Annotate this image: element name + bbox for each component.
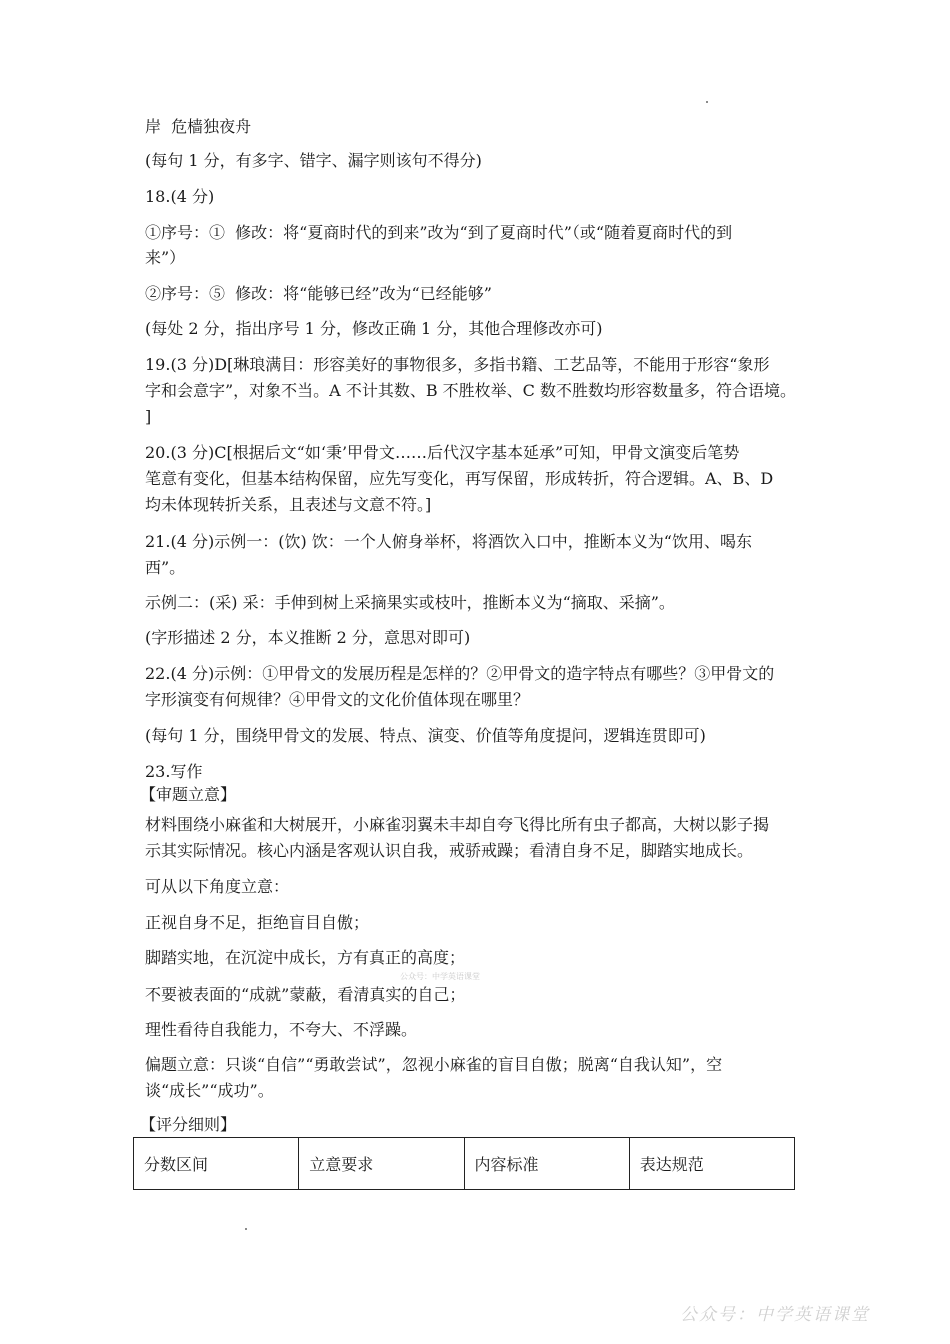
answer-18-item-2: ②序号：⑤ 修改：将“能够已经”改为“已经能够” [145,284,492,303]
scoring-note-22: (每句 1 分，围绕甲骨文的发展、特点、演变、价值等角度提问，逻辑连贯即可) [145,726,706,745]
scan-dot [706,101,708,103]
off-topic-line-1: 偏题立意：只谈“自信”“勇敢尝试”，忽视小麻雀的盲目自傲；脱离“自我认知”，空 [145,1055,723,1074]
scoring-note-17: (每句 1 分，有多字、错字、漏字则该句不得分) [145,151,482,170]
answer-19-line-3: ] [145,407,152,426]
question-18-heading: 18.(4 分) [145,187,215,206]
answer-21-example-2: 示例二：(采) 采：手伸到树上采摘果实或枝叶，推断本义为“摘取、采摘”。 [145,593,675,612]
watermark-bottom: 公众号：中学英语课堂 [680,1305,870,1325]
angle-item-1: 正视自身不足，拒绝盲目自傲； [145,913,370,932]
answer-20-line-3: 均未体现转折关系，且表述与文意不符。] [145,495,432,514]
scan-dot [245,1228,247,1230]
table-header-cell: 表达规范 [629,1138,794,1190]
angle-item-4: 理性看待自我能力，不夸大、不浮躁。 [145,1020,418,1039]
angle-item-3: 不要被表面的“成就”蒙蔽，看清真实的自己； [145,985,466,1004]
table-header-cell: 内容标准 [464,1138,629,1190]
angle-intro: 可从以下角度立意： [145,877,290,896]
answer-22-line-1: 22.(4 分)示例：①甲骨文的发展历程是怎样的？②甲骨文的造字特点有哪些？③甲骨文的 [145,664,775,683]
question-23-heading: 23.写作 [145,762,203,781]
section-heading-analysis: 【审题立意】 [140,785,237,804]
table-row [134,1138,795,1190]
analysis-line-2: 示其实际情况。核心内涵是客观认识自我，戒骄戒躁；看清自身不足，脚踏实地成长。 [145,841,754,860]
answer-line-poem: 岸 危樯独夜舟 [145,117,252,136]
answer-18-item-1-line-1: ①序号：① 修改：将“夏商时代的到来”改为“到了夏商时代”（或“随着夏商时代的到 [145,223,733,242]
section-heading-scoring: 【评分细则】 [140,1115,237,1134]
answer-19-line-2: 字和会意字”，对象不当。A 不计其数、B 不胜枚举、C 数不胜数均形容数量多，符合语境。 [145,381,796,400]
angle-item-2: 脚踏实地，在沉淀中成长，方有真正的高度； [145,948,466,967]
scoring-table [133,1137,795,1190]
scoring-note-21: (字形描述 2 分，本义推断 2 分，意思对即可) [145,628,471,647]
answer-18-item-1-line-2: 来”） [145,248,186,267]
answer-21-line-2: 西”。 [145,558,186,577]
table-header-cell: 立意要求 [299,1138,464,1190]
answer-19-line-1: 19.(3 分)D[琳琅满目：形容美好的事物很多，多指书籍、工艺品等，不能用于形容“象形 [145,355,770,374]
table-header-cell: 分数区间 [134,1138,299,1190]
off-topic-line-2: 谈“成长”“成功”。 [145,1081,274,1100]
scoring-note-18: (每处 2 分，指出序号 1 分，修改正确 1 分，其他合理修改亦可) [145,319,603,338]
analysis-line-1: 材料围绕小麻雀和大树展开，小麻雀羽翼未丰却自夸飞得比所有虫子都高，大树以影子揭 [145,815,770,834]
answer-20-line-2: 笔意有变化，但基本结构保留，应先写变化，再写保留，形成转折，符合逻辑。A、B、D [145,469,774,488]
answer-20-line-1: 20.(3 分)C[根据后文“如‘秉’甲骨文……后代汉字基本延承”可知，甲骨文演变后笔势 [145,443,740,462]
answer-22-line-2: 字形演变有何规律？④甲骨文的文化价值体现在哪里？ [145,690,530,709]
answer-21-line-1: 21.(4 分)示例一：(饮) 饮：一个人俯身举杯，将酒饮入口中，推断本义为“饮用、喝东 [145,532,752,551]
watermark-center: 公众号：中学英语课堂 [400,972,480,981]
